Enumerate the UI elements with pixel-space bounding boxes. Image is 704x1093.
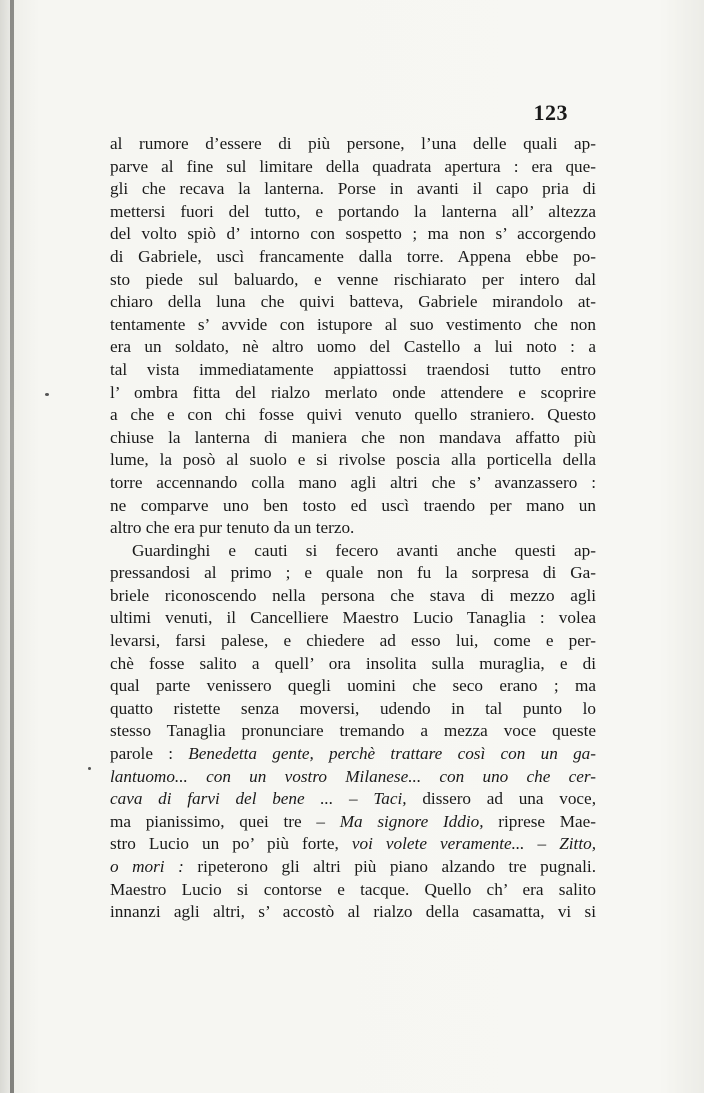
text-line [110,856,596,879]
text-segment: del volto spiò d’ intorno con sospetto ; ma non s’ accorgendo [110,224,596,244]
text-line [110,314,596,337]
text-segment: era un soldato, nè altro uomo del Castello a lui noto : a [110,337,596,357]
text-segment: al rumore d’essere di più persone, l’una delle quali ap- [110,134,596,153]
italic-text-segment: o mori : [110,857,184,876]
text-segment: chiaro della luna che quivi batteva, Gabriele mirandolo at- [110,292,596,312]
text-segment: chè fosse salito a quell’ ora insolita sulla muraglia, e di [110,653,596,673]
text-segment: altro che era pur tenuto da un terzo. [110,518,355,538]
text-line [110,472,596,495]
text-line [110,540,596,563]
text-line [110,495,596,518]
text-line [110,269,596,292]
text-line [110,427,596,450]
text-segment: mettersi fuori del tutto, e portando la lanterna all’ altezza [110,201,596,221]
text-segment: riprese Mae- [483,811,597,831]
text-line [110,382,596,405]
text-segment: sto piede sul baluardo, e venne rischiarato per intero dal [110,269,596,289]
text-segment: Maestro Lucio si contorse e tacque. Quello ch’ era salito [110,879,596,899]
text-segment: tal vista immediatamente appiattossi traendosi tutto entro [110,359,596,379]
text-segment: di Gabriele, uscì francamente dalla torre. Appena ebbe po- [110,246,596,266]
text-segment: briele riconoscendo nella persona che stava di mezzo agli [110,585,596,605]
text-line [110,766,596,789]
text-line [110,404,596,427]
text-line [110,743,596,766]
italic-text-segment: cava di farvi del bene ... – Taci, [110,789,407,809]
text-line [110,562,596,585]
text-line [110,336,596,359]
text-line [110,359,596,382]
text-segment: stesso Tanaglia pronunciare tremando a mezza voce queste [110,721,596,741]
page-gutter-shadow [10,0,14,1093]
text-line [110,449,596,472]
text-line [110,811,596,834]
text-segment: l’ ombra fitta del rialzo merlato onde attendere e scoprire [110,382,596,402]
text-segment: ma pianissimo, quei tre – [110,811,340,831]
text-line [110,133,596,156]
text-segment: chiuse la lanterna di maniera che non mandava affatto più [110,427,596,447]
text-segment: parole : [110,744,189,764]
body-text [110,133,596,924]
text-line [110,291,596,314]
text-line [110,178,596,201]
italic-text-segment: Benedetta gente, perchè trattare così con un ga- [188,744,596,764]
text-segment: a che e con chi fosse quivi venuto quello straniero. Questo [110,405,596,425]
text-line [110,653,596,676]
italic-text-segment: voi volete veramente... – Zitto, [351,834,596,854]
italic-text-segment: lantuomo... con un vostro Milanese... con uno che cer- [110,766,596,786]
text-segment: stro Lucio un po’ più forte, [110,834,352,854]
italic-text-segment: Ma signore Iddio, [339,811,484,831]
text-segment: Guardinghi e cauti si fecero avanti anche questi ap- [132,540,596,560]
text-line [110,675,596,698]
text-segment: dissero ad una voce, [406,789,596,809]
text-segment: quatto ristette senza moversi, udendo in tal punto lo [110,698,596,718]
text-segment: lume, la posò al suolo e si rivolse poscia alla porticella della [110,450,596,470]
text-segment: gli che recava la lanterna. Porse in avanti il capo pria di [110,179,596,199]
text-line [110,201,596,224]
text-line [110,517,596,540]
text-segment: levarsi, farsi palese, e chiedere ad esso lui, come e per- [110,631,596,651]
text-segment: torre accennando colla mano agli altri che s’ avanzassero : [110,472,596,492]
text-line [110,698,596,721]
text-line [110,788,596,811]
paper-speck [88,767,91,770]
text-line [110,246,596,269]
text-segment: pressandosi al primo ; e quale non fu la sorpresa di Ga- [110,563,596,583]
text-segment: parve al fine sul limitare della quadrata apertura : era que- [110,156,596,176]
text-line [110,879,596,902]
text-line [110,630,596,653]
text-line [110,223,596,246]
paper-speck [45,393,49,396]
text-line [110,585,596,608]
text-line [110,833,596,856]
text-line [110,156,596,179]
text-segment: ripeterono gli altri più piano alzando tre pugnali. [183,857,596,876]
text-line [110,607,596,630]
text-segment: qual parte venissero quegli uomini che seco erano ; ma [110,676,596,696]
page-number: 123 [533,100,568,125]
text-segment: ultimi venuti, il Cancelliere Maestro Lucio Tanaglia : volea [110,608,596,628]
text-line [110,901,596,924]
text-line [110,720,596,743]
text-segment: innanzi agli altri, s’ accostò al rialzo della casamatta, vi si [110,902,596,922]
text-segment: ne comparve uno ben tosto ed uscì traendo per mano un [110,495,596,515]
text-segment: tentamente s’ avvide con istupore al suo vestimento che non [110,314,596,334]
